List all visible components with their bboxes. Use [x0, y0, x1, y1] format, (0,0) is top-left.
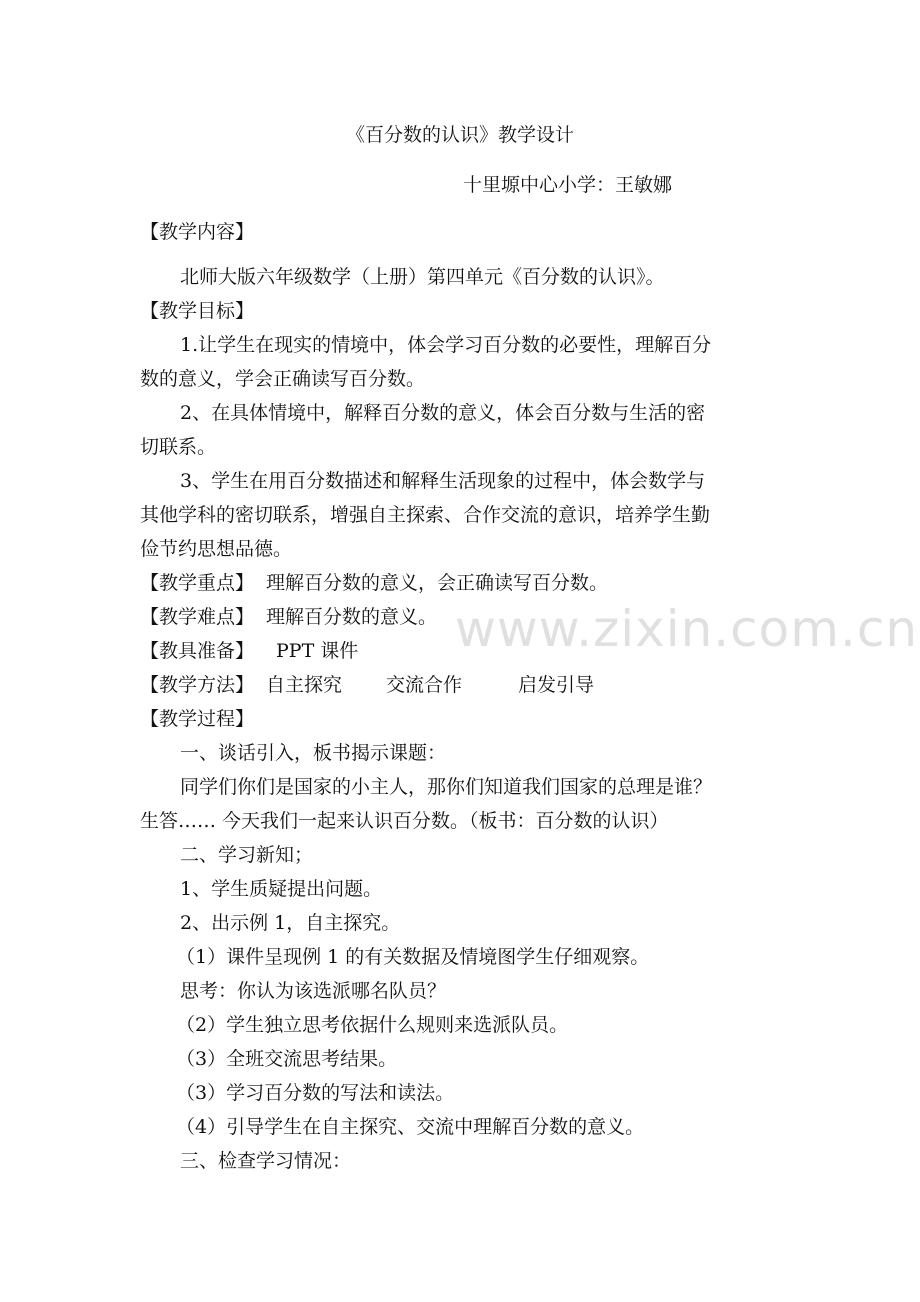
goal-2-line-2: 切联系。: [140, 436, 217, 458]
author-line: 十里塬中心小学：王敏娜: [463, 174, 673, 196]
process-item-1: 1、学生质疑提出问题。: [180, 878, 383, 900]
section-heading-tools: 【教具准备】: [140, 640, 255, 662]
goal-1-line-2: 数的意义，学会正确读写百分数。: [140, 368, 426, 390]
section-heading-difficulty: 【教学难点】: [140, 606, 255, 628]
tools-line: [140, 634, 358, 668]
process-text-1b: 生答…… 今天我们一起来认识百分数。（板书：百分数的认识）: [140, 810, 669, 832]
process-step-1: 一、谈话引入，板书揭示课题：: [180, 742, 447, 764]
process-sub-3: （3）全班交流思考结果。: [176, 1048, 398, 1070]
key-point-line: [140, 566, 608, 600]
difficulty-line: [140, 600, 437, 634]
watermark: www.zixin.com.cn: [455, 600, 919, 658]
document-title: 《百分数的认识》教学设计: [345, 124, 574, 146]
method-item-1: 自主探究: [266, 674, 343, 696]
process-step-3: 三、检查学习情况：: [180, 1150, 352, 1172]
method-item-3: 启发引导: [518, 674, 595, 696]
process-sub-3b: （3）学习百分数的写法和读法。: [176, 1082, 455, 1104]
process-item-2: 2、出示例 1，自主探究。: [180, 912, 401, 934]
section-heading-key: 【教学重点】: [140, 572, 255, 594]
tools-text: PPT 课件: [276, 640, 359, 662]
goal-1-line-1: 1.让学生在现实的情境中，体会学习百分数的必要性，理解百分: [180, 334, 712, 356]
section-heading-content: 【教学内容】: [140, 221, 255, 243]
goal-3-line-3: 俭节约思想品德。: [140, 538, 293, 560]
process-step-2: 二、学习新知；: [180, 844, 314, 866]
section-heading-method: 【教学方法】: [140, 674, 255, 696]
goal-3-line-2: 其他学科的密切联系，增强自主探索、合作交流的意识，培养学生勤: [140, 504, 711, 526]
key-point-text: 理解百分数的意义，会正确读写百分数。: [266, 572, 609, 594]
method-line: [140, 668, 594, 702]
process-sub-2: （2）学生独立思考依据什么规则来选派队员。: [176, 1014, 569, 1036]
difficulty-text: 理解百分数的意义。: [266, 606, 438, 628]
process-text-1a: 同学们你们是国家的小主人，那你们知道我们国家的总理是谁？: [180, 776, 713, 798]
goal-2-line-1: 2、在具体情境中，解释百分数的意义，体会百分数与生活的密: [180, 402, 706, 424]
process-sub-4: （4）引导学生在自主探究、交流中理解百分数的意义。: [176, 1116, 645, 1138]
process-think: 思考：你认为该选派哪名队员？: [180, 980, 447, 1002]
content-text: 北师大版六年级数学（上册）第四单元《百分数的认识》。: [180, 266, 665, 288]
section-heading-goals: 【教学目标】: [140, 300, 255, 322]
section-heading-process: 【教学过程】: [140, 708, 255, 730]
process-sub-1: （1）课件呈现例 1 的有关数据及情境图学生仔细观察。: [176, 946, 650, 968]
goal-3-line-1: 3、学生在用百分数描述和解释生活现象的过程中，体会数学与: [180, 470, 706, 492]
method-item-2: 交流合作: [386, 674, 463, 696]
